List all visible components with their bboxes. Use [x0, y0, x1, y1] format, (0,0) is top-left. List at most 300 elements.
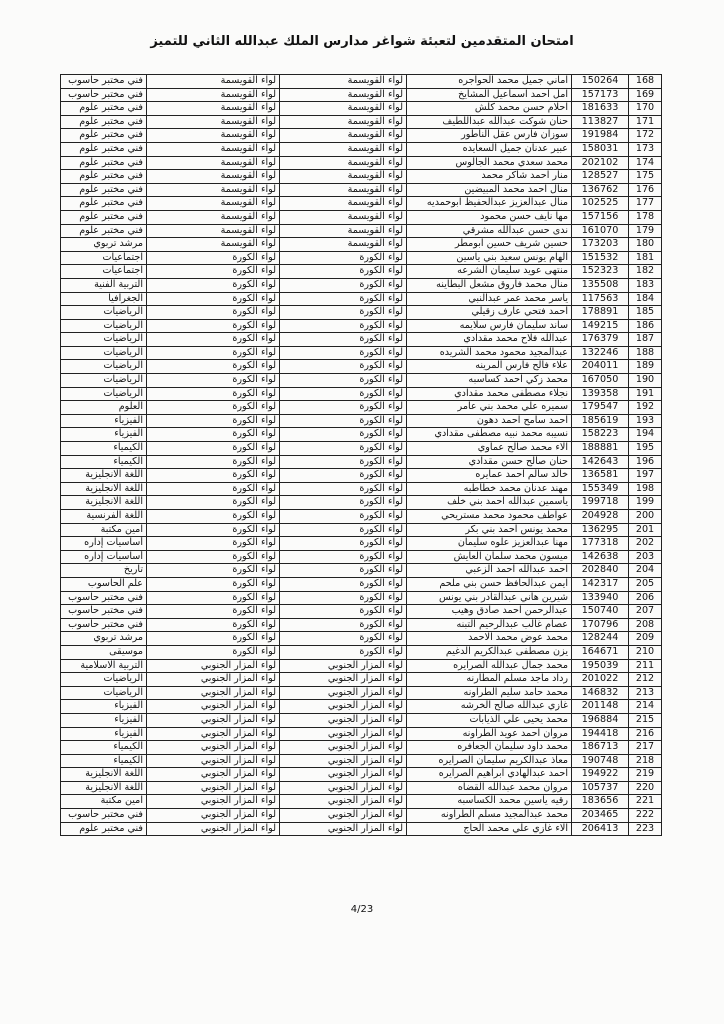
row-number-cell: 217 [629, 741, 662, 755]
row-number-cell: 173 [629, 142, 662, 156]
specialization-cell: الفيزياء [61, 414, 147, 428]
row-number-cell: 185 [629, 306, 662, 320]
applicant-id-cell: 105737 [572, 781, 629, 795]
directorate-cell: لواء القويسمة [280, 238, 407, 252]
table-row [61, 700, 662, 714]
applicant-id-cell: 128244 [572, 632, 629, 646]
row-number-cell: 200 [629, 510, 662, 524]
row-number-cell: 196 [629, 455, 662, 469]
specialization-cell: فني مختبر حاسوب [61, 88, 147, 102]
table-row [61, 265, 662, 279]
applicant-name-cell: احمد عبدالهادي ابراهيم الصرايره [407, 768, 572, 782]
directorate-cell: لواء المزار الجنوبي [280, 822, 407, 836]
applicant-name-cell: محمد يحيى علي الذيابات [407, 713, 572, 727]
table-row [61, 292, 662, 306]
district-cell: لواء الكورة [147, 577, 280, 591]
specialization-cell: فني مختبر حاسوب [61, 591, 147, 605]
directorate-cell: لواء القويسمة [280, 142, 407, 156]
directorate-cell: لواء القويسمة [280, 224, 407, 238]
row-number-cell: 211 [629, 659, 662, 673]
table-row [61, 577, 662, 591]
row-number-cell: 218 [629, 754, 662, 768]
directorate-cell: لواء الكورة [280, 605, 407, 619]
district-cell: لواء القويسمة [147, 88, 280, 102]
table-row [61, 645, 662, 659]
table-row [61, 632, 662, 646]
directorate-cell: لواء الكورة [280, 251, 407, 265]
applicant-id-cell: 157156 [572, 210, 629, 224]
applicant-name-cell: منال احمد محمد المبيضين [407, 183, 572, 197]
table-row [61, 591, 662, 605]
applicant-name-cell: الهام يونس سعيد بني ياسين [407, 251, 572, 265]
applicant-name-cell: منال عبدالعزيز عبدالحفيظ ابوحمديه [407, 197, 572, 211]
directorate-cell: لواء الكورة [280, 442, 407, 456]
district-cell: لواء القويسمة [147, 224, 280, 238]
row-number-cell: 171 [629, 115, 662, 129]
table-row [61, 156, 662, 170]
row-number-cell: 181 [629, 251, 662, 265]
applicant-id-cell: 204011 [572, 360, 629, 374]
page-number: 4/23 [350, 904, 374, 915]
applicant-name-cell: احلام حسن محمد كلش [407, 102, 572, 116]
directorate-cell: لواء المزار الجنوبي [280, 673, 407, 687]
district-cell: لواء المزار الجنوبي [147, 659, 280, 673]
applicant-name-cell: عواطف محمود محمد مستريحي [407, 510, 572, 524]
applicant-name-cell: ايمن عبدالحافظ حسن بني ملحم [407, 577, 572, 591]
table-row [61, 510, 662, 524]
specialization-cell: فني مختبر حاسوب [61, 605, 147, 619]
district-cell: لواء القويسمة [147, 75, 280, 89]
specialization-cell: الرياضيات [61, 346, 147, 360]
specialization-cell: فني مختبر علوم [61, 156, 147, 170]
applicant-name-cell: ياسمين عبدالله احمد بني خلف [407, 496, 572, 510]
district-cell: لواء الكورة [147, 564, 280, 578]
district-cell: لواء القويسمة [147, 102, 280, 116]
directorate-cell: لواء الكورة [280, 346, 407, 360]
applicant-name-cell: منتهى عويد سليمان الشرعه [407, 265, 572, 279]
row-number-cell: 177 [629, 197, 662, 211]
specialization-cell: فني مختبر علوم [61, 183, 147, 197]
directorate-cell: لواء الكورة [280, 618, 407, 632]
applicant-id-cell: 102525 [572, 197, 629, 211]
directorate-cell: لواء الكورة [280, 319, 407, 333]
specialization-cell: اجتماعيات [61, 251, 147, 265]
district-cell: لواء القويسمة [147, 183, 280, 197]
applicant-id-cell: 142638 [572, 550, 629, 564]
applicant-name-cell: منال محمد فاروق مشعل البطاينه [407, 278, 572, 292]
directorate-cell: لواء الكورة [280, 496, 407, 510]
directorate-cell: لواء المزار الجنوبي [280, 713, 407, 727]
district-cell: لواء الكورة [147, 605, 280, 619]
table-row [61, 482, 662, 496]
directorate-cell: لواء المزار الجنوبي [280, 781, 407, 795]
specialization-cell: الفيزياء [61, 727, 147, 741]
district-cell: لواء القويسمة [147, 115, 280, 129]
applicant-id-cell: 142317 [572, 577, 629, 591]
row-number-cell: 209 [629, 632, 662, 646]
applicant-name-cell: محمد زكي احمد كساسبه [407, 374, 572, 388]
row-number-cell: 186 [629, 319, 662, 333]
district-cell: لواء الكورة [147, 401, 280, 415]
applicant-id-cell: 128527 [572, 170, 629, 184]
applicant-name-cell: غازي عبدالله صالح الخرشه [407, 700, 572, 714]
applicant-name-cell: محمد حامد سليم الطراونه [407, 686, 572, 700]
applicants-table-body [61, 75, 662, 836]
applicant-id-cell: 132246 [572, 346, 629, 360]
applicant-name-cell: سوزان فارس عقل الناطور [407, 129, 572, 143]
district-cell: لواء القويسمة [147, 142, 280, 156]
directorate-cell: لواء الكورة [280, 469, 407, 483]
district-cell: لواء القويسمة [147, 156, 280, 170]
row-number-cell: 205 [629, 577, 662, 591]
row-number-cell: 193 [629, 414, 662, 428]
district-cell: لواء الكورة [147, 591, 280, 605]
table-row [61, 442, 662, 456]
table-row [61, 414, 662, 428]
district-cell: لواء المزار الجنوبي [147, 754, 280, 768]
district-cell: لواء القويسمة [147, 129, 280, 143]
applicant-name-cell: نسيبه محمد نبيه مصطفى مقدادي [407, 428, 572, 442]
applicant-id-cell: 181633 [572, 102, 629, 116]
district-cell: لواء المزار الجنوبي [147, 713, 280, 727]
applicant-id-cell: 135508 [572, 278, 629, 292]
applicant-name-cell: الاء محمد صالح عماوي [407, 442, 572, 456]
directorate-cell: لواء الكورة [280, 414, 407, 428]
table-row [61, 809, 662, 823]
table-row [61, 319, 662, 333]
applicant-name-cell: محمد سعدي محمد الجالوس [407, 156, 572, 170]
table-row [61, 741, 662, 755]
row-number-cell: 210 [629, 645, 662, 659]
row-number-cell: 204 [629, 564, 662, 578]
district-cell: لواء المزار الجنوبي [147, 673, 280, 687]
specialization-cell: أساسيات إداره [61, 550, 147, 564]
directorate-cell: لواء القويسمة [280, 88, 407, 102]
directorate-cell: لواء القويسمة [280, 170, 407, 184]
specialization-cell: اللغة الانجليزية [61, 469, 147, 483]
table-row [61, 102, 662, 116]
directorate-cell: لواء الكورة [280, 278, 407, 292]
applicant-id-cell: 195039 [572, 659, 629, 673]
applicant-id-cell: 203465 [572, 809, 629, 823]
specialization-cell: علم الحاسوب [61, 577, 147, 591]
applicant-name-cell: عبدالمجيد محمود محمد الشريده [407, 346, 572, 360]
table-row [61, 469, 662, 483]
applicant-name-cell: محمد عبدالمجيد مسلم الطراونه [407, 809, 572, 823]
table-row [61, 170, 662, 184]
applicant-id-cell: 183656 [572, 795, 629, 809]
applicant-id-cell: 164671 [572, 645, 629, 659]
directorate-cell: لواء المزار الجنوبي [280, 659, 407, 673]
specialization-cell: فني مختبر علوم [61, 129, 147, 143]
table-row [61, 238, 662, 252]
directorate-cell: لواء المزار الجنوبي [280, 686, 407, 700]
directorate-cell: لواء القويسمة [280, 129, 407, 143]
applicant-name-cell: محمد يونس احمد بني بكر [407, 523, 572, 537]
district-cell: لواء الكورة [147, 414, 280, 428]
table-row [61, 605, 662, 619]
table-row [61, 659, 662, 673]
directorate-cell: لواء الكورة [280, 564, 407, 578]
directorate-cell: لواء الكورة [280, 591, 407, 605]
page-title: امتحان المتقدمين لتعبئة شواغر مدارس الملك عبدالله الثاني للتميز [150, 34, 574, 49]
applicant-id-cell: 133940 [572, 591, 629, 605]
specialization-cell: اللغة الانجليزية [61, 768, 147, 782]
district-cell: لواء الكورة [147, 482, 280, 496]
directorate-cell: لواء الكورة [280, 306, 407, 320]
specialization-cell: اللغة الانجليزية [61, 496, 147, 510]
directorate-cell: لواء المزار الجنوبي [280, 727, 407, 741]
table-row [61, 210, 662, 224]
directorate-cell: لواء الكورة [280, 523, 407, 537]
specialization-cell: فني مختبر حاسوب [61, 809, 147, 823]
applicant-id-cell: 157173 [572, 88, 629, 102]
applicant-name-cell: احمد عبدالله احمد الزعبي [407, 564, 572, 578]
specialization-cell: مرشد تربوي [61, 632, 147, 646]
specialization-cell: موسيقى [61, 645, 147, 659]
row-number-cell: 220 [629, 781, 662, 795]
district-cell: لواء الكورة [147, 645, 280, 659]
directorate-cell: لواء المزار الجنوبي [280, 700, 407, 714]
directorate-cell: لواء الكورة [280, 645, 407, 659]
row-number-cell: 203 [629, 550, 662, 564]
table-row [61, 686, 662, 700]
row-number-cell: 214 [629, 700, 662, 714]
directorate-cell: لواء الكورة [280, 374, 407, 388]
applicant-id-cell: 201148 [572, 700, 629, 714]
directorate-cell: لواء الكورة [280, 482, 407, 496]
applicant-id-cell: 206413 [572, 822, 629, 836]
district-cell: لواء المزار الجنوبي [147, 741, 280, 755]
directorate-cell: لواء القويسمة [280, 115, 407, 129]
applicant-id-cell: 113827 [572, 115, 629, 129]
specialization-cell: امين مكتبة [61, 795, 147, 809]
applicant-id-cell: 139358 [572, 387, 629, 401]
specialization-cell: الكيمياء [61, 754, 147, 768]
applicant-name-cell: حسين شريف حسين ابومطر [407, 238, 572, 252]
row-number-cell: 190 [629, 374, 662, 388]
specialization-cell: امين مكتبة [61, 523, 147, 537]
applicant-name-cell: ياسر محمد عمر عبدالنبي [407, 292, 572, 306]
applicant-id-cell: 178891 [572, 306, 629, 320]
applicant-id-cell: 151532 [572, 251, 629, 265]
row-number-cell: 191 [629, 387, 662, 401]
table-row [61, 346, 662, 360]
directorate-cell: لواء القويسمة [280, 183, 407, 197]
applicant-name-cell: محمد جمال عبدالله الصرايره [407, 659, 572, 673]
district-cell: لواء الكورة [147, 346, 280, 360]
specialization-cell: تاريخ [61, 564, 147, 578]
table-row [61, 713, 662, 727]
applicant-name-cell: منار احمد شاكر محمد [407, 170, 572, 184]
district-cell: لواء القويسمة [147, 170, 280, 184]
row-number-cell: 212 [629, 673, 662, 687]
applicant-id-cell: 194418 [572, 727, 629, 741]
directorate-cell: لواء الكورة [280, 577, 407, 591]
row-number-cell: 194 [629, 428, 662, 442]
row-number-cell: 199 [629, 496, 662, 510]
row-number-cell: 169 [629, 88, 662, 102]
district-cell: لواء الكورة [147, 496, 280, 510]
applicant-id-cell: 136581 [572, 469, 629, 483]
district-cell: لواء المزار الجنوبي [147, 781, 280, 795]
specialization-cell: اللغة الفرنسية [61, 510, 147, 524]
applicant-id-cell: 190748 [572, 754, 629, 768]
applicant-name-cell: عبدالرحمن احمد صادق وهيب [407, 605, 572, 619]
directorate-cell: لواء القويسمة [280, 156, 407, 170]
applicants-table [60, 74, 662, 836]
applicant-name-cell: ميسون محمد سلمان العايش [407, 550, 572, 564]
directorate-cell: لواء الكورة [280, 510, 407, 524]
specialization-cell: الفيزياء [61, 428, 147, 442]
specialization-cell: العلوم [61, 401, 147, 415]
row-number-cell: 179 [629, 224, 662, 238]
specialization-cell: الفيزياء [61, 713, 147, 727]
directorate-cell: لواء المزار الجنوبي [280, 809, 407, 823]
specialization-cell: الرياضيات [61, 360, 147, 374]
district-cell: لواء الكورة [147, 306, 280, 320]
specialization-cell: فني مختبر علوم [61, 197, 147, 211]
applicant-name-cell: مهند عدنان محمد خطاطبه [407, 482, 572, 496]
applicant-name-cell: محمد داود سليمان الجعافره [407, 741, 572, 755]
district-cell: لواء المزار الجنوبي [147, 809, 280, 823]
applicant-id-cell: 150264 [572, 75, 629, 89]
row-number-cell: 175 [629, 170, 662, 184]
applicant-id-cell: 179547 [572, 401, 629, 415]
district-cell: لواء الكورة [147, 469, 280, 483]
table-row [61, 75, 662, 89]
applicant-name-cell: مروان احمد عويد الطراونه [407, 727, 572, 741]
district-cell: لواء المزار الجنوبي [147, 686, 280, 700]
district-cell: لواء الكورة [147, 428, 280, 442]
applicant-id-cell: 167050 [572, 374, 629, 388]
district-cell: لواء الكورة [147, 442, 280, 456]
directorate-cell: لواء المزار الجنوبي [280, 741, 407, 755]
directorate-cell: لواء الكورة [280, 387, 407, 401]
row-number-cell: 215 [629, 713, 662, 727]
table-row [61, 374, 662, 388]
directorate-cell: لواء القويسمة [280, 210, 407, 224]
specialization-cell: الرياضيات [61, 319, 147, 333]
specialization-cell: التربية الاسلامية [61, 659, 147, 673]
district-cell: لواء الكورة [147, 251, 280, 265]
applicant-name-cell: ساند سليمان فارس سلايمه [407, 319, 572, 333]
specialization-cell: الكيمياء [61, 442, 147, 456]
specialization-cell: الرياضيات [61, 374, 147, 388]
table-row [61, 387, 662, 401]
row-number-cell: 221 [629, 795, 662, 809]
row-number-cell: 187 [629, 333, 662, 347]
applicant-id-cell: 186713 [572, 741, 629, 755]
table-row [61, 455, 662, 469]
row-number-cell: 195 [629, 442, 662, 456]
applicant-id-cell: 161070 [572, 224, 629, 238]
applicant-name-cell: علاء فالح فارس المرينه [407, 360, 572, 374]
district-cell: لواء الكورة [147, 618, 280, 632]
specialization-cell: الكيمياء [61, 741, 147, 755]
district-cell: لواء الكورة [147, 319, 280, 333]
specialization-cell: الكيمياء [61, 455, 147, 469]
applicant-id-cell: 191984 [572, 129, 629, 143]
table-row [61, 822, 662, 836]
applicant-name-cell: عبير عدنان جميل السعايده [407, 142, 572, 156]
table-row [61, 333, 662, 347]
table-row [61, 183, 662, 197]
table-row [61, 781, 662, 795]
applicant-id-cell: 173203 [572, 238, 629, 252]
district-cell: لواء الكورة [147, 333, 280, 347]
row-number-cell: 189 [629, 360, 662, 374]
directorate-cell: لواء الكورة [280, 455, 407, 469]
district-cell: لواء المزار الجنوبي [147, 822, 280, 836]
row-number-cell: 172 [629, 129, 662, 143]
table-row [61, 727, 662, 741]
applicant-id-cell: 201022 [572, 673, 629, 687]
directorate-cell: لواء الكورة [280, 428, 407, 442]
applicant-name-cell: سميره علي محمد بني عامر [407, 401, 572, 415]
specialization-cell: اللغة الانجليزية [61, 482, 147, 496]
directorate-cell: لواء المزار الجنوبي [280, 768, 407, 782]
applicant-name-cell: مهنا عبدالعزيز علوه سليمان [407, 537, 572, 551]
applicant-id-cell: 202102 [572, 156, 629, 170]
district-cell: لواء الكورة [147, 537, 280, 551]
table-row [61, 523, 662, 537]
district-cell: لواء الكورة [147, 550, 280, 564]
row-number-cell: 184 [629, 292, 662, 306]
row-number-cell: 206 [629, 591, 662, 605]
applicant-name-cell: عبدالله فلاح محمد مقدادي [407, 333, 572, 347]
specialization-cell: أساسيات إداره [61, 537, 147, 551]
applicant-name-cell: الاء غازي علي محمد الحاج [407, 822, 572, 836]
district-cell: لواء الكورة [147, 292, 280, 306]
table-row [61, 618, 662, 632]
row-number-cell: 168 [629, 75, 662, 89]
specialization-cell: اجتماعيات [61, 265, 147, 279]
row-number-cell: 222 [629, 809, 662, 823]
table-row [61, 401, 662, 415]
applicant-name-cell: حنان صالح حسن مقدادي [407, 455, 572, 469]
table-row [61, 197, 662, 211]
district-cell: لواء الكورة [147, 374, 280, 388]
applicant-id-cell: 136762 [572, 183, 629, 197]
specialization-cell: التربية الفنية [61, 278, 147, 292]
applicant-name-cell: مها نايف حسن محمود [407, 210, 572, 224]
specialization-cell: الرياضيات [61, 306, 147, 320]
applicant-id-cell: 188881 [572, 442, 629, 456]
table-row [61, 768, 662, 782]
applicant-id-cell: 146832 [572, 686, 629, 700]
district-cell: لواء الكورة [147, 265, 280, 279]
applicant-id-cell: 155349 [572, 482, 629, 496]
table-row [61, 142, 662, 156]
district-cell: لواء الكورة [147, 510, 280, 524]
table-row [61, 537, 662, 551]
specialization-cell: الفيزياء [61, 700, 147, 714]
district-cell: لواء القويسمة [147, 238, 280, 252]
row-number-cell: 207 [629, 605, 662, 619]
applicant-id-cell: 170796 [572, 618, 629, 632]
row-number-cell: 219 [629, 768, 662, 782]
specialization-cell: اللغة الانجليزية [61, 781, 147, 795]
specialization-cell: الرياضيات [61, 673, 147, 687]
applicant-id-cell: 142643 [572, 455, 629, 469]
specialization-cell: الرياضيات [61, 333, 147, 347]
specialization-cell: الرياضيات [61, 686, 147, 700]
applicant-name-cell: احمد فتحي عارف زقيلي [407, 306, 572, 320]
applicant-id-cell: 196884 [572, 713, 629, 727]
table-row [61, 88, 662, 102]
specialization-cell: فني مختبر علوم [61, 822, 147, 836]
